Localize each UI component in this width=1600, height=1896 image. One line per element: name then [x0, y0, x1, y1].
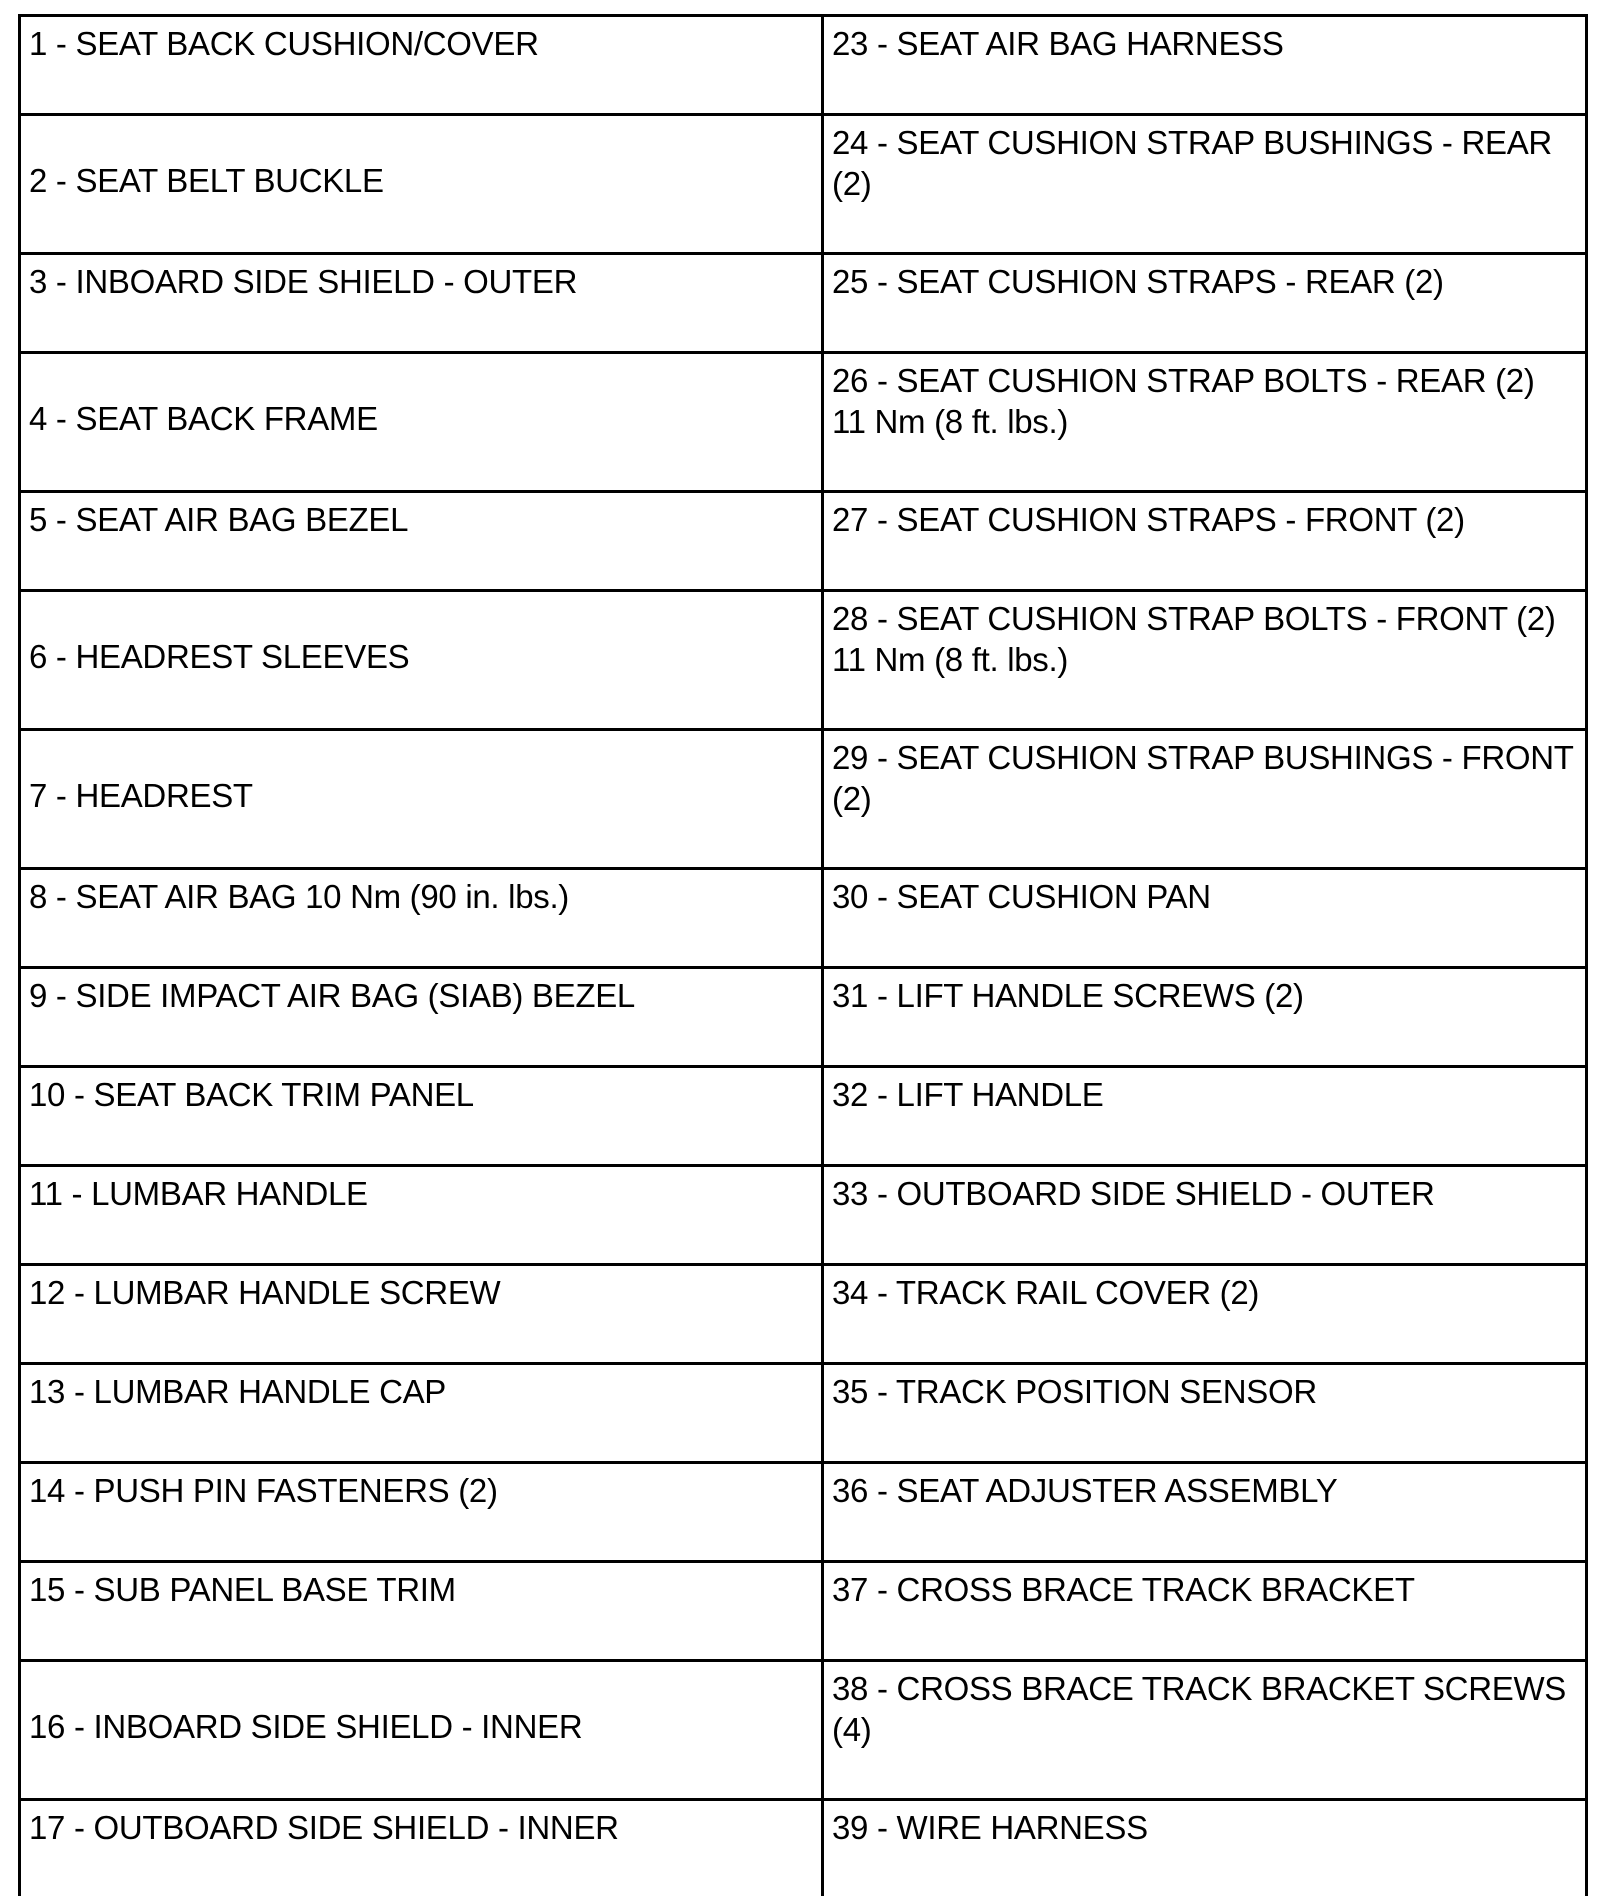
table-row	[20, 968, 1587, 1067]
table-row	[20, 730, 1587, 869]
parts-legend-body	[20, 16, 1587, 1896]
part-label-right: 25 - SEAT CUSHION STRAPS - REAR (2)	[823, 254, 1587, 353]
part-label-right: 31 - LIFT HANDLE SCREWS (2)	[823, 968, 1587, 1067]
part-label-left: 16 - INBOARD SIDE SHIELD - INNER	[20, 1661, 823, 1800]
part-label-right: 38 - CROSS BRACE TRACK BRACKET SCREWS (4)	[823, 1661, 1587, 1800]
part-label-right: 37 - CROSS BRACE TRACK BRACKET	[823, 1562, 1587, 1661]
part-label-left: 6 - HEADREST SLEEVES	[20, 591, 823, 730]
table-row	[20, 1562, 1587, 1661]
part-label-left: 4 - SEAT BACK FRAME	[20, 353, 823, 492]
parts-legend-table	[18, 14, 1588, 1896]
part-label-left: 14 - PUSH PIN FASTENERS (2)	[20, 1463, 823, 1562]
part-label-right: 27 - SEAT CUSHION STRAPS - FRONT (2)	[823, 492, 1587, 591]
table-row	[20, 1463, 1587, 1562]
part-label-right: 30 - SEAT CUSHION PAN	[823, 869, 1587, 968]
part-label-right: 29 - SEAT CUSHION STRAP BUSHINGS - FRONT (2)	[823, 730, 1587, 869]
part-label-left: 2 - SEAT BELT BUCKLE	[20, 115, 823, 254]
part-label-right: 28 - SEAT CUSHION STRAP BOLTS - FRONT (2) 11 Nm (8 ft. lbs.)	[823, 591, 1587, 730]
table-row	[20, 254, 1587, 353]
part-label-left: 12 - LUMBAR HANDLE SCREW	[20, 1265, 823, 1364]
part-label-right: 39 - WIRE HARNESS	[823, 1800, 1587, 1896]
part-label-left: 17 - OUTBOARD SIDE SHIELD - INNER	[20, 1800, 823, 1896]
part-label-left: 3 - INBOARD SIDE SHIELD - OUTER	[20, 254, 823, 353]
part-label-right: 32 - LIFT HANDLE	[823, 1067, 1587, 1166]
part-label-left: 9 - SIDE IMPACT AIR BAG (SIAB) BEZEL	[20, 968, 823, 1067]
table-row	[20, 492, 1587, 591]
table-row	[20, 115, 1587, 254]
table-row	[20, 869, 1587, 968]
part-label-right: 34 - TRACK RAIL COVER (2)	[823, 1265, 1587, 1364]
part-label-left: 10 - SEAT BACK TRIM PANEL	[20, 1067, 823, 1166]
table-row	[20, 1800, 1587, 1896]
table-row	[20, 1661, 1587, 1800]
table-row	[20, 1364, 1587, 1463]
part-label-left: 8 - SEAT AIR BAG 10 Nm (90 in. lbs.)	[20, 869, 823, 968]
part-label-right: 24 - SEAT CUSHION STRAP BUSHINGS - REAR (2)	[823, 115, 1587, 254]
part-label-left: 11 - LUMBAR HANDLE	[20, 1166, 823, 1265]
table-row	[20, 591, 1587, 730]
table-row	[20, 1067, 1587, 1166]
table-row	[20, 1265, 1587, 1364]
part-label-right: 36 - SEAT ADJUSTER ASSEMBLY	[823, 1463, 1587, 1562]
part-label-left: 13 - LUMBAR HANDLE CAP	[20, 1364, 823, 1463]
part-label-left: 1 - SEAT BACK CUSHION/COVER	[20, 16, 823, 115]
part-label-left: 15 - SUB PANEL BASE TRIM	[20, 1562, 823, 1661]
part-label-left: 5 - SEAT AIR BAG BEZEL	[20, 492, 823, 591]
table-row	[20, 1166, 1587, 1265]
part-label-right: 26 - SEAT CUSHION STRAP BOLTS - REAR (2) 11 Nm (8 ft. lbs.)	[823, 353, 1587, 492]
table-row	[20, 16, 1587, 115]
part-label-right: 35 - TRACK POSITION SENSOR	[823, 1364, 1587, 1463]
part-label-right: 23 - SEAT AIR BAG HARNESS	[823, 16, 1587, 115]
table-row	[20, 353, 1587, 492]
part-label-right: 33 - OUTBOARD SIDE SHIELD - OUTER	[823, 1166, 1587, 1265]
part-label-left: 7 - HEADREST	[20, 730, 823, 869]
